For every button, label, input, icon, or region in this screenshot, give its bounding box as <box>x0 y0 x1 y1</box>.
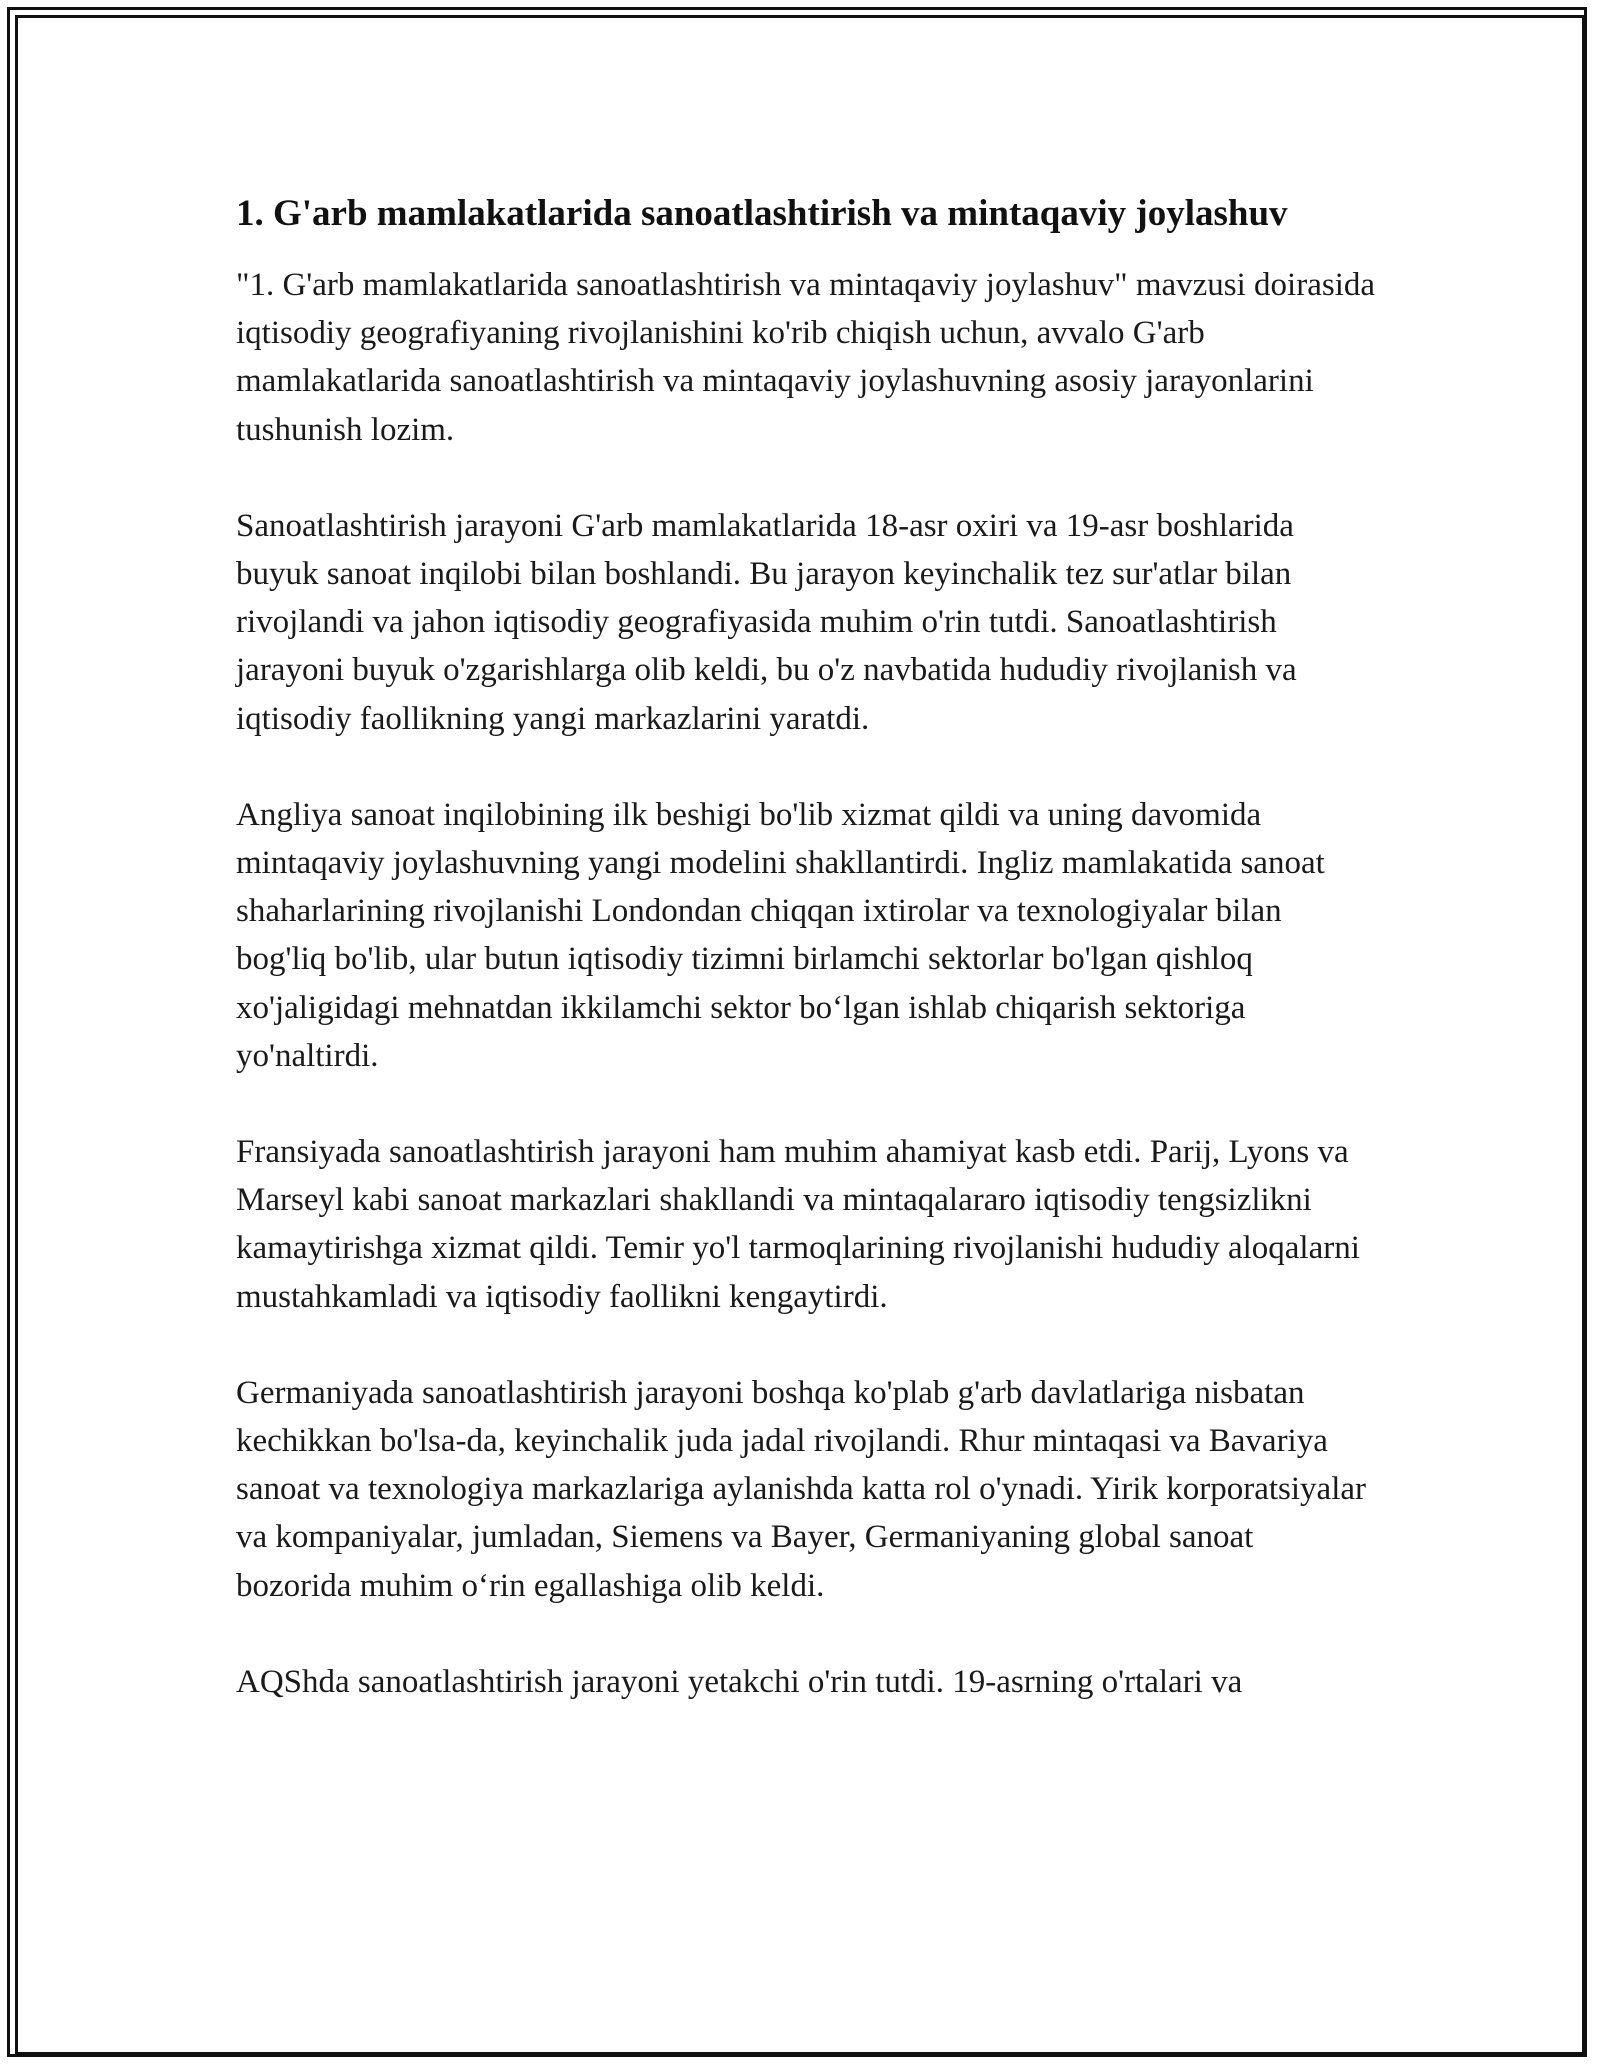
paragraph-industrialization-start: Sanoatlashtirish jarayoni G'arb mamlakatlarida 18-asr oxiri va 19-asr boshlarida buyuk sanoat inqilobi bilan boshlandi. Bu jarayon keyinchalik tez sur'atlar bilan rivojlandi va jahon iqtisodiy geografiyasida muhim o'rin tutdi. Sanoatlashtirish jarayoni buyuk o'zgarishlarga olib keldi, bu o'z navbatida hududiy rivojlanish va iqtisodiy faollikning yangi markazlarini yaratdi. <box>236 507 1297 737</box>
paragraph-usa: AQShda sanoatlashtirish jarayoni yetakchi o'rin tutdi. 19-asrning o'rtalari va <box>236 1663 1243 1700</box>
paragraph-france: Fransiyada sanoatlashtirish jarayoni ham muhim ahamiyat kasb etdi. Parij, Lyons va Marseyl kabi sanoat markazlari shakllandi va mintaqalararo iqtisodiy tengsizlikni kamaytirishga xizmat qildi. Temir yo'l tarmoqlarining rivojlanishi hududiy aloqalarni mustahkamladi va iqtisodiy faollikni kengaytirdi. <box>236 1134 1360 1315</box>
paragraph-intro: "1. G'arb mamlakatlarida sanoatlashtirish va mintaqaviy joylashuv" mavzusi doirasida iqtisodiy geografiyaning rivojlanishini ko'rib chiqish uchun, avvalo G'arb mamlakatlarida sanoatlashtirish va mintaqaviy joylashuvning asosiy jarayonlarini tushunish lozim. <box>236 267 1376 448</box>
paragraph-germany: Germaniyada sanoatlashtirish jarayoni boshqa ko'plab g'arb davlatlariga nisbatan kechikkan bo'lsa-da, keyinchalik juda jadal rivojlandi. Rhur mintaqasi va Bavariya sanoat va texnologiya markazlariga aylanishda katta rol o'ynadi. Yirik korporatsiyalar va kompaniyalar, jumladan, Siemens va Bayer, Germaniyaning global sanoat bozorida muhim o‘rin egallashiga olib keldi. <box>236 1374 1367 1604</box>
paragraph-england: Angliya sanoat inqilobining ilk beshigi bo'lib xizmat qildi va uning davomida mintaqaviy joylashuvning yangi modelini shakllantirdi. Ingliz mamlakatida sanoat shaharlarining rivojlanishi Londondan chiqqan ixtirolar va texnologiyalar bilan bog'liq bo'lib, ular butun iqtisodiy tizimni birlamchi sektorlar bo'lgan qishloq xo'jaligidagi mehnatdan ikkilamchi sektor bo‘lgan ishlab chiqarish sektoriga yo'naltirdi. <box>236 796 1325 1074</box>
document-page <box>236 186 1376 1754</box>
document-title: 1. G'arb mamlakatlarida sanoatlashtirish va mintaqaviy joylashuv <box>236 193 1288 234</box>
